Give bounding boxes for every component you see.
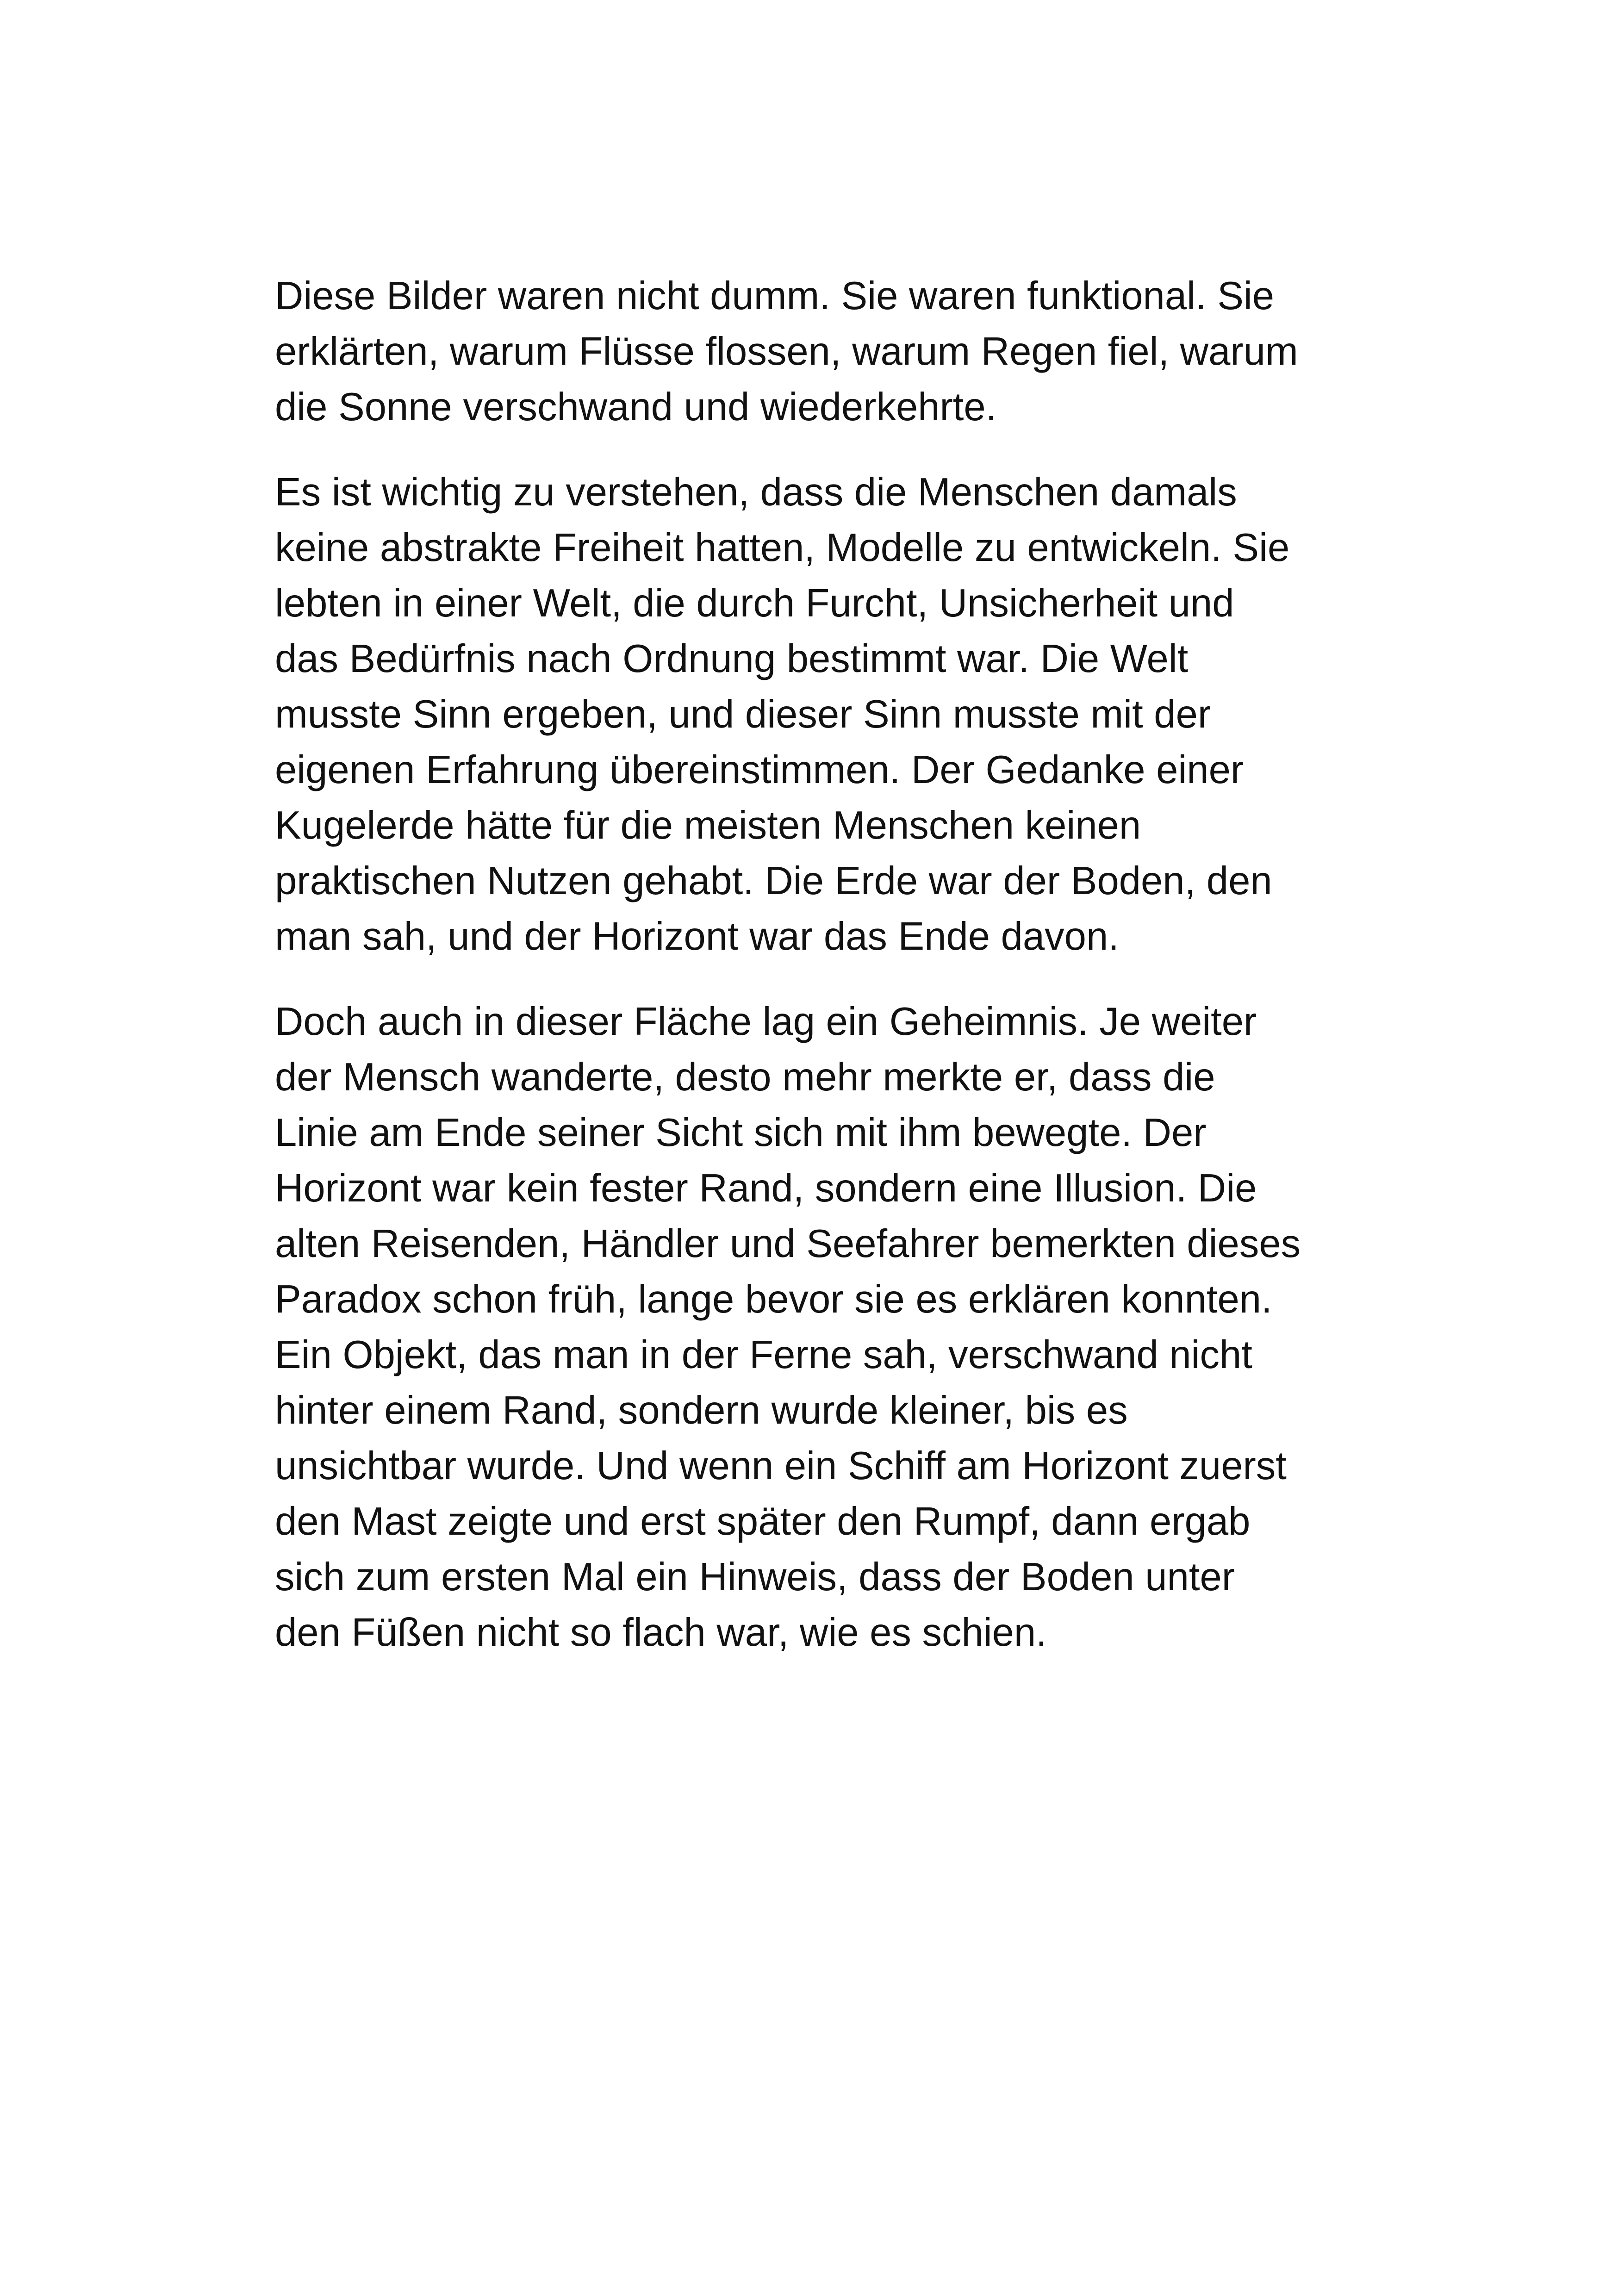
text-line: Es ist wichtig zu verstehen, dass die Menschen damals <box>275 470 1237 514</box>
text-line: sich zum ersten Mal ein Hinweis, dass der Boden unter <box>275 1555 1235 1599</box>
text-line: erklärten, warum Flüsse flossen, warum Regen fiel, warum <box>275 330 1298 373</box>
text-line: praktischen Nutzen gehabt. Die Erde war der Boden, den <box>275 859 1272 903</box>
text-line: Doch auch in dieser Fläche lag ein Geheimnis. Je weiter <box>275 1000 1257 1044</box>
paragraph-3 <box>275 994 1367 1661</box>
paragraph-2 <box>275 465 1367 964</box>
text-line: Diese Bilder waren nicht dumm. Sie waren funktional. Sie <box>275 274 1275 318</box>
text-line: der Mensch wanderte, desto mehr merkte er, dass die <box>275 1055 1215 1099</box>
text-line: Ein Objekt, das man in der Ferne sah, verschwand nicht <box>275 1333 1252 1377</box>
text-line: hinter einem Rand, sondern wurde kleiner, bis es <box>275 1388 1128 1432</box>
text-line: keine abstrakte Freiheit hatten, Modelle zu entwickeln. Sie <box>275 526 1290 570</box>
text-line: Paradox schon früh, lange bevor sie es erklären konnten. <box>275 1277 1272 1321</box>
text-line: alten Reisenden, Händler und Seefahrer bemerkten dieses <box>275 1222 1301 1266</box>
text-line: das Bedürfnis nach Ordnung bestimmt war. Die Welt <box>275 637 1189 681</box>
text-line: die Sonne verschwand und wiederkehrte. <box>275 385 997 429</box>
text-line: Horizont war kein fester Rand, sondern eine Illusion. Die <box>275 1166 1257 1210</box>
text-line: musste Sinn ergeben, und dieser Sinn musste mit der <box>275 692 1211 736</box>
text-line: eigenen Erfahrung übereinstimmen. Der Gedanke einer <box>275 748 1244 792</box>
text-line: den Mast zeigte und erst später den Rumpf, dann ergab <box>275 1500 1251 1543</box>
text-line: unsichtbar wurde. Und wenn ein Schiff am Horizont zuerst <box>275 1444 1287 1488</box>
text-line: Linie am Ende seiner Sicht sich mit ihm bewegte. Der <box>275 1111 1207 1155</box>
body-text <box>275 268 1367 1690</box>
text-line: den Füßen nicht so flach war, wie es schien. <box>275 1611 1047 1655</box>
paragraph-1 <box>275 268 1367 435</box>
text-line: Kugelerde hätte für die meisten Menschen keinen <box>275 803 1141 847</box>
text-line: man sah, und der Horizont war das Ende davon. <box>275 915 1119 958</box>
text-line: lebten in einer Welt, die durch Furcht, Unsicherheit und <box>275 581 1234 625</box>
